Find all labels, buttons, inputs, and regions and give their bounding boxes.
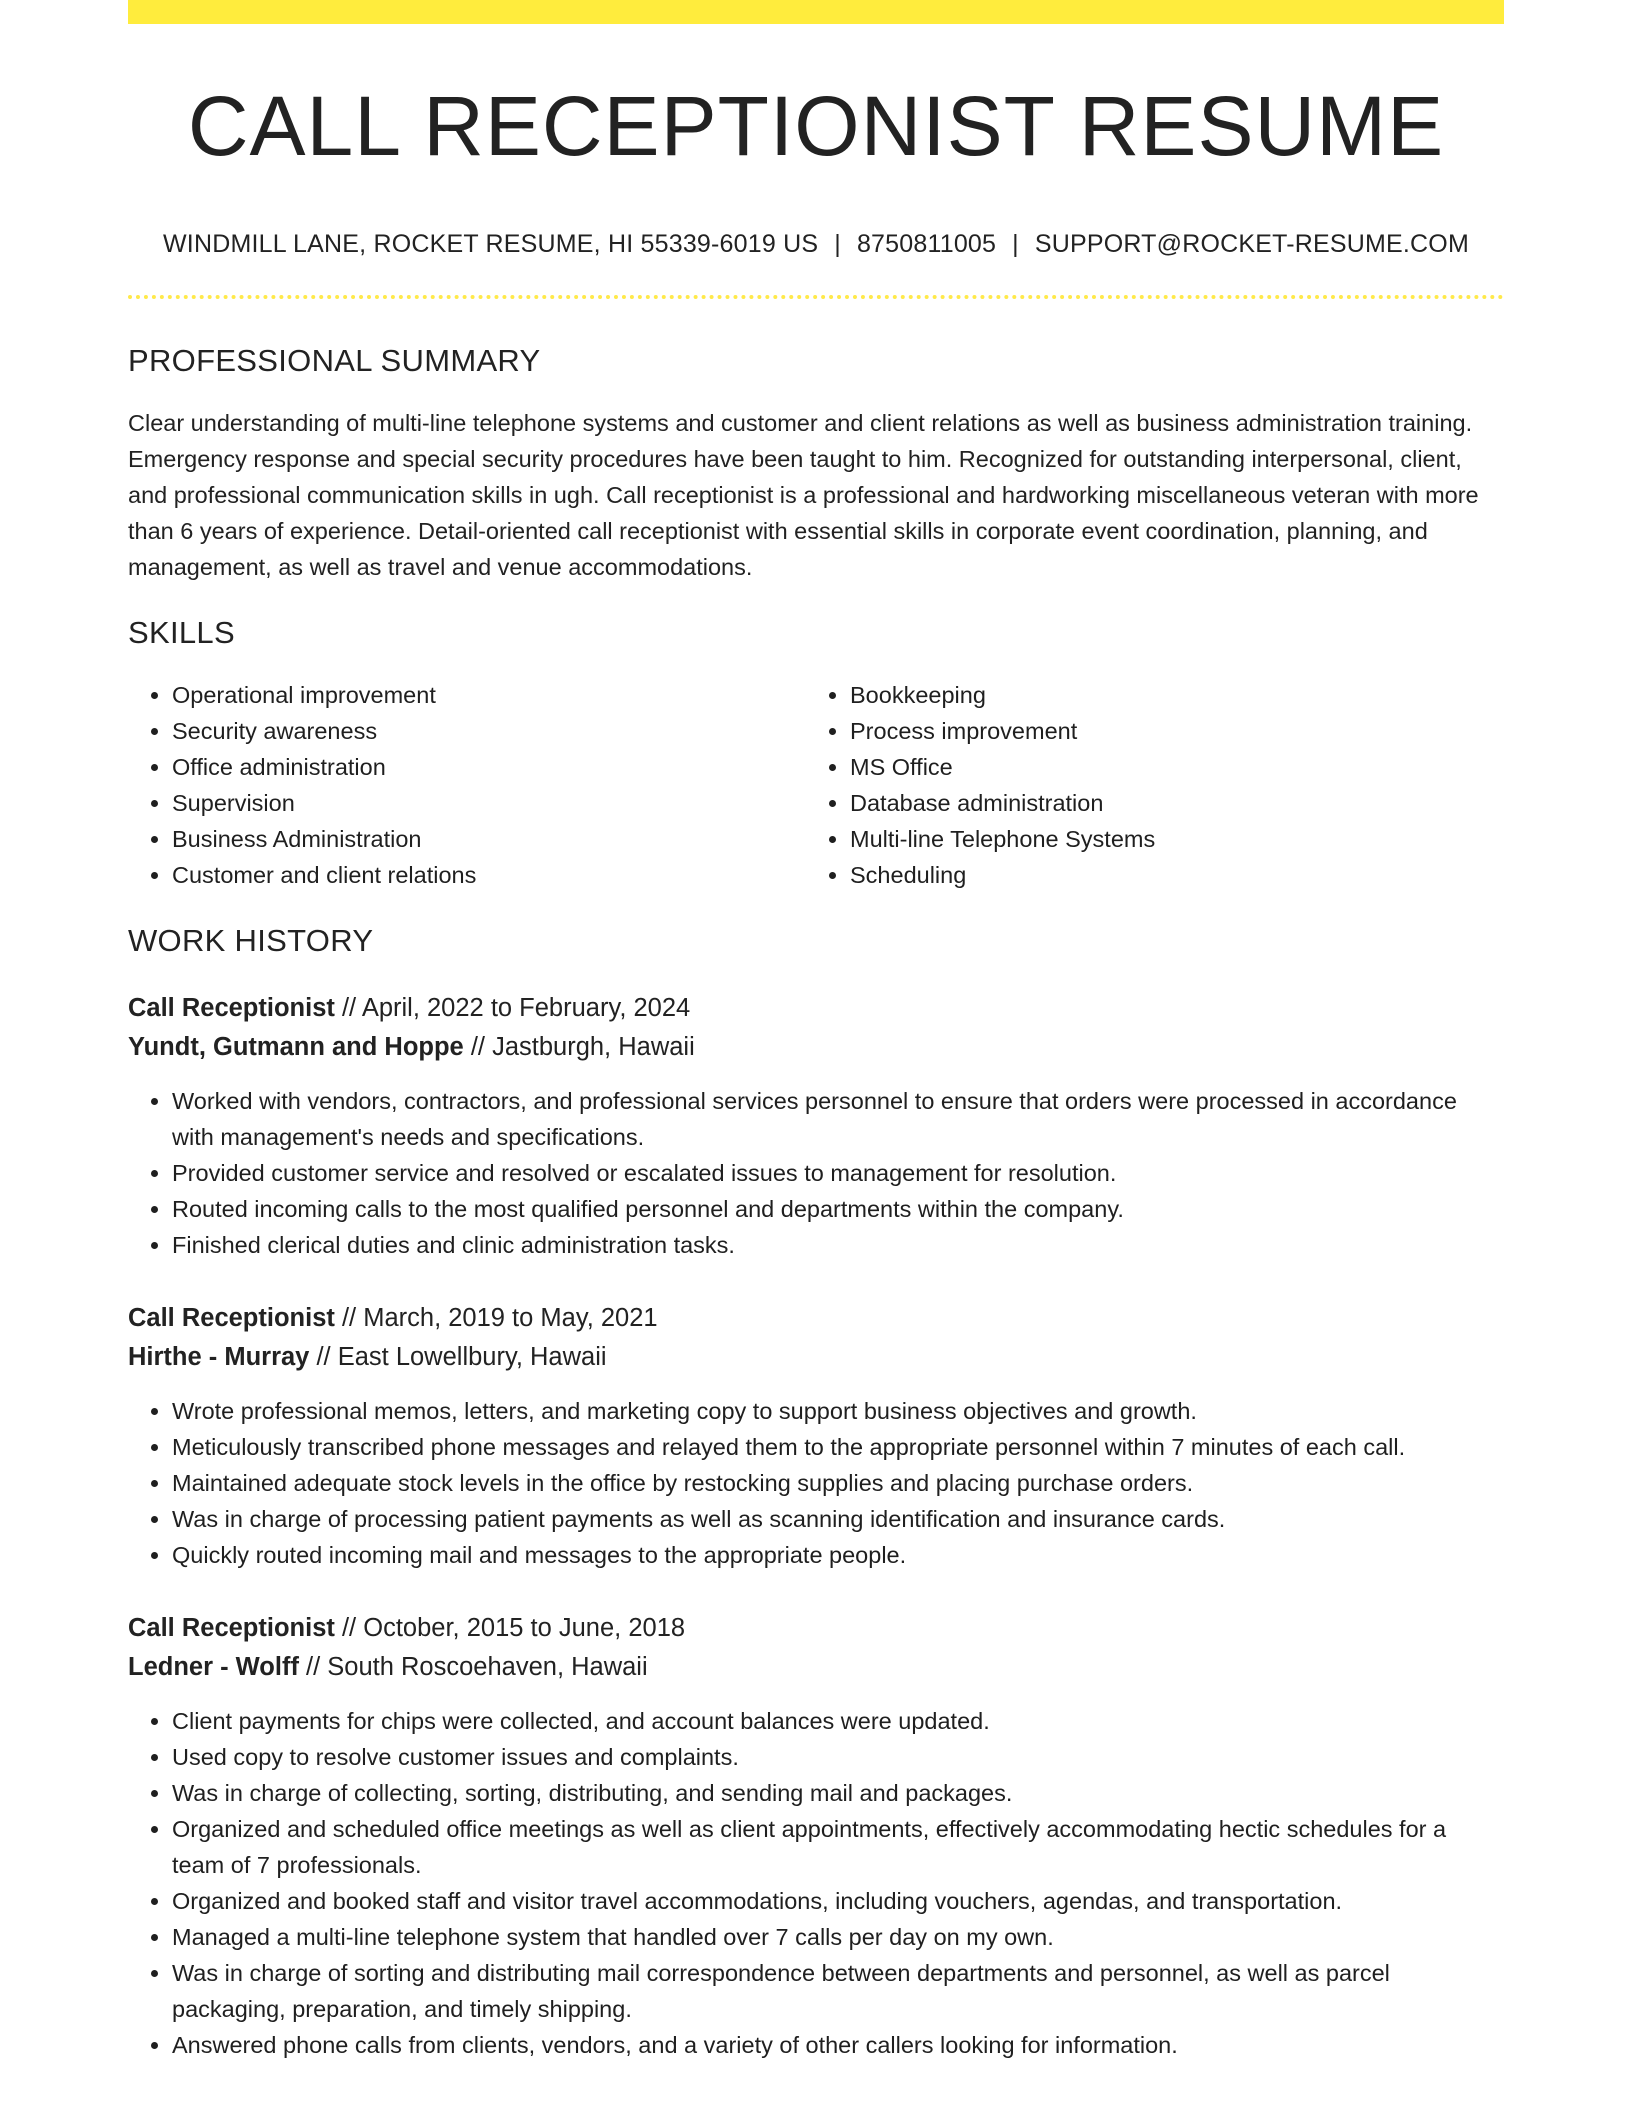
job-bullet: • Provided customer service and resolved or escalated issues to management for resolution. — [172, 1155, 1504, 1191]
summary-heading: PROFESSIONAL SUMMARY — [128, 343, 541, 378]
job-role-line — [128, 1299, 1504, 1338]
skills-column-left — [128, 677, 806, 893]
dotted-divider — [128, 295, 1504, 299]
skill-item: • Scheduling — [850, 857, 1484, 893]
job-company-line — [128, 1338, 1504, 1377]
job-company-line — [128, 1028, 1504, 1067]
contact-address: WINDMILL LANE, ROCKET RESUME, HI 55339-6019 US — [163, 230, 819, 258]
job-bullet: • Wrote professional memos, letters, and marketing copy to support business objectives and growth. — [172, 1393, 1504, 1429]
work-history-heading: WORK HISTORY — [128, 923, 374, 958]
contact-separator: | — [1012, 230, 1019, 258]
job-company: Ledner - Wolff — [128, 1653, 299, 1681]
skills-column-right — [806, 677, 1484, 893]
job-bullet: • Routed incoming calls to the most qualified personnel and departments within the company. — [172, 1191, 1504, 1227]
job-entry — [128, 1609, 1504, 2063]
job-bullets — [128, 1703, 1504, 2063]
job-bullet: • Was in charge of sorting and distributing mail correspondence between departments and personnel, as well as parcel packaging, preparation, and timely shipping. — [172, 1955, 1504, 2027]
job-location: // South Roscoehaven, Hawaii — [298, 1653, 648, 1681]
job-bullet: • Was in charge of collecting, sorting, distributing, and sending mail and packages. — [172, 1775, 1504, 1811]
skill-item: • Business Administration — [172, 821, 806, 857]
job-bullet: • Used copy to resolve customer issues and complaints. — [172, 1739, 1504, 1775]
skill-item: • Database administration — [850, 785, 1484, 821]
accent-bar — [128, 0, 1504, 24]
job-location: // Jastburgh, Hawaii — [463, 1033, 695, 1061]
job-bullet: • Organized and booked staff and visitor travel accommodations, including vouchers, agendas, and transportation. — [172, 1883, 1504, 1919]
job-company-line — [128, 1648, 1504, 1687]
job-bullet: • Maintained adequate stock levels in the office by restocking supplies and placing purchase orders. — [172, 1465, 1504, 1501]
job-bullets — [128, 1393, 1504, 1573]
skill-item: • Bookkeeping — [850, 677, 1484, 713]
job-bullet: • Quickly routed incoming mail and messages to the appropriate people. — [172, 1537, 1504, 1573]
job-bullet: • Managed a multi-line telephone system that handled over 7 calls per day on my own. — [172, 1919, 1504, 1955]
job-bullet: • Was in charge of processing patient payments as well as scanning identification and insurance cards. — [172, 1501, 1504, 1537]
resume-page — [128, 0, 1504, 2063]
summary-text: Clear understanding of multi-line telephone systems and customer and client relations as well as business administration training. Emergency response and special security procedures have been taught to him. Recognized for outstanding interpersonal, client, and professional communication skills in ugh. Call receptionist is a professional and hardworking miscellaneous veteran with more than 6 years of experience. Detail-oriented call receptionist with essential skills in corporate event coordination, planning, and management, as well as travel and venue accommodations. — [128, 410, 1479, 580]
job-dates: // October, 2015 to June, 2018 — [334, 1614, 686, 1642]
contact-email: SUPPORT@ROCKET-RESUME.COM — [1034, 230, 1469, 258]
job-role: Call Receptionist — [128, 1304, 335, 1332]
job-company: Yundt, Gutmann and Hoppe — [128, 1033, 464, 1061]
job-entry — [128, 1299, 1504, 1573]
job-entry — [128, 989, 1504, 1263]
contact-separator: | — [834, 230, 841, 258]
contact-phone: 8750811005 — [856, 230, 997, 258]
skill-item: • Customer and client relations — [172, 857, 806, 893]
job-role: Call Receptionist — [128, 1614, 335, 1642]
job-role: Call Receptionist — [128, 994, 335, 1022]
skill-item: • Multi-line Telephone Systems — [850, 821, 1484, 857]
job-dates: // March, 2019 to May, 2021 — [334, 1304, 658, 1332]
job-bullet: • Client payments for chips were collected, and account balances were updated. — [172, 1703, 1504, 1739]
skills-heading: SKILLS — [128, 615, 235, 650]
skill-item: • Operational improvement — [172, 677, 806, 713]
skill-item: • Supervision — [172, 785, 806, 821]
skill-item: • Office administration — [172, 749, 806, 785]
job-bullet: • Worked with vendors, contractors, and professional services personnel to ensure that orders were processed in accordance with management's needs and specifications. — [172, 1083, 1504, 1155]
skill-item: • Security awareness — [172, 713, 806, 749]
skill-item: • Process improvement — [850, 713, 1484, 749]
job-role-line — [128, 1609, 1504, 1648]
job-dates: // April, 2022 to February, 2024 — [334, 994, 691, 1022]
skill-item: • MS Office — [850, 749, 1484, 785]
skills-list — [128, 677, 1504, 893]
contact-line — [128, 230, 1504, 259]
job-bullet: • Finished clerical duties and clinic administration tasks. — [172, 1227, 1504, 1263]
job-bullet: • Answered phone calls from clients, vendors, and a variety of other callers looking for information. — [172, 2027, 1504, 2063]
job-bullet: • Meticulously transcribed phone messages and relayed them to the appropriate personnel within 7 minutes of each call. — [172, 1429, 1504, 1465]
job-role-line — [128, 989, 1504, 1028]
job-company: Hirthe - Murray — [128, 1343, 310, 1371]
job-bullets — [128, 1083, 1504, 1263]
job-location: // East Lowellbury, Hawaii — [309, 1343, 607, 1371]
resume-title: CALL RECEPTIONIST RESUME — [187, 79, 1445, 173]
job-bullet: • Organized and scheduled office meetings as well as client appointments, effectively accommodating hectic schedules for a team of 7 professionals. — [172, 1811, 1504, 1883]
